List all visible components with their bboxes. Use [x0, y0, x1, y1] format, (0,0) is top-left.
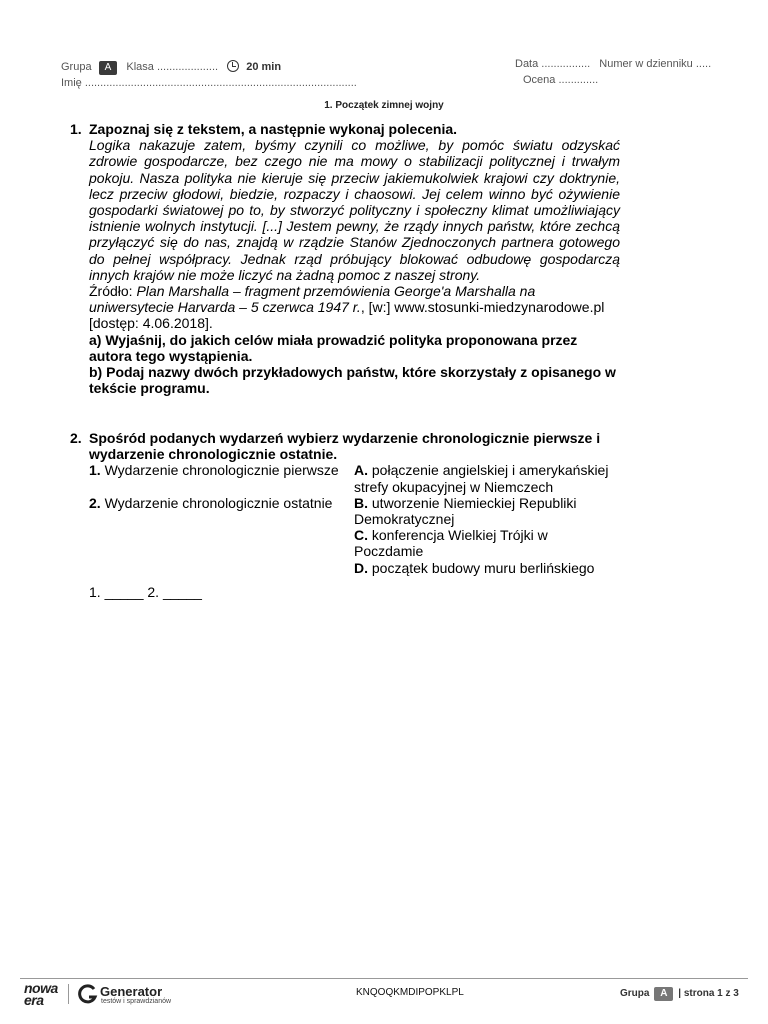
footer-divider	[20, 978, 748, 979]
grade-field: Ocena .............	[523, 74, 599, 86]
question-1-number: 1.	[70, 121, 82, 137]
answer-line[interactable]: 1. _____ 2. _____	[89, 583, 202, 600]
question-1-instruction: Zapoznaj się z tekstem, a następnie wykonaj polecenia.	[89, 121, 458, 137]
logo-separator	[68, 984, 69, 1004]
left-item: 2. Wydarzenie chronologicznie ostatnie	[89, 494, 333, 511]
matching-row	[89, 495, 620, 527]
name-field: Imię .........................................................................................	[61, 77, 357, 89]
footer-group-badge: A	[654, 987, 673, 1001]
matching-row	[89, 462, 620, 494]
question-1-quote: Logika nakazuje zatem, byśmy czynili co możliwe, by pomóc światu odzyskać zdrowie gospodarcze, bez czego nie ma mowy o stabilizacji politycznej i trwałym pokoju. Nasza polityka nie kieruje się przeciw jakiemukolwiek krajowi czy doktrynie, lecz przeciw głodowi, biedzie, rozpaczy i chaosowi. Jej celem winno być ożywienie gospodarki światowej po to, by stworzyć polityczny i społeczny klimat umożliwiający istnienie wolnych instytucji. [...] Jestem pewny, że rządy innych państw, które zechcą przyłączyć się do nas, znajdą w rządzie Stanów Zjednoczonych partnera gotowego do pełnej współpracy. Jednak rząd próbujący blokować odbudowę gospodarczą innych krajów nie może liczyć na żadną pomoc z naszej strony.	[89, 137, 620, 283]
question-1-source	[89, 283, 620, 332]
option-item: C. konferencja Wielkiej Trójki w Poczdamie	[354, 527, 548, 560]
question-2-instruction: Spośród podanych wydarzeń wybierz wydarzenie chronologicznie pierwsze i wydarzenie chronologicznie ostatnie.	[89, 430, 601, 463]
question-1-task-b: b) Podaj nazwy dwóch przykładowych państw, które skorzystały z opisanego w tekście programu.	[89, 364, 616, 397]
page-number: | strona 1 z 3	[678, 988, 739, 999]
matching-row	[89, 527, 620, 559]
question-2-number: 2.	[70, 430, 82, 446]
option-item: B. utworzenie Niemieckiej Republiki Demokratycznej	[354, 494, 577, 528]
group-label: Grupa	[61, 61, 92, 73]
question-1	[70, 121, 620, 396]
option-item: A. połączenie angielskiej i amerykańskiej strefy okupacyjnej w Niemczech	[354, 462, 609, 495]
header-left-row	[61, 60, 281, 75]
journal-number-field: Numer w dzienniku .....	[599, 58, 712, 70]
source-title: Plan Marshalla – fragment przemówienia George'a Marshalla na uniwersytecie Harvarda – 5 czerwca 1947 r.	[89, 283, 536, 316]
source-label: Źródło:	[89, 283, 137, 300]
generator-g-icon	[78, 984, 98, 1010]
class-field: Klasa ....................	[126, 61, 219, 73]
page-info	[620, 987, 739, 1001]
left-item: 1. Wydarzenie chronologicznie pierwsze	[89, 462, 339, 479]
clock-icon	[227, 60, 239, 72]
option-item: D. początek budowy muru berlińskiego	[354, 559, 595, 576]
nowa-era-logo: nowa era	[24, 980, 58, 1008]
source-details: , [w:] www.stosunki-miedzynarodowe.pl [dostęp: 4.06.2018].	[89, 299, 605, 332]
footer-group-label: Grupa	[620, 988, 650, 999]
matching-row	[89, 560, 620, 576]
question-1-task-a: a) Wyjaśnij, do jakich celów miała prowadzić polityka proponowana przez autora tego wystąpienia.	[89, 331, 578, 364]
date-field: Data ................	[515, 58, 591, 70]
test-code: KNQOQKMDIPOPKLPL	[356, 987, 464, 998]
time-limit: 20 min	[246, 61, 282, 73]
matching-table	[89, 462, 620, 575]
group-badge: A	[99, 61, 118, 75]
header-right-row	[515, 58, 711, 70]
page-title: 1. Początek zimnej wojny	[324, 100, 444, 111]
generator-subtitle: testów i sprawdzianów	[101, 998, 172, 1005]
question-2	[70, 430, 620, 600]
generator-title: Generator	[100, 984, 163, 999]
